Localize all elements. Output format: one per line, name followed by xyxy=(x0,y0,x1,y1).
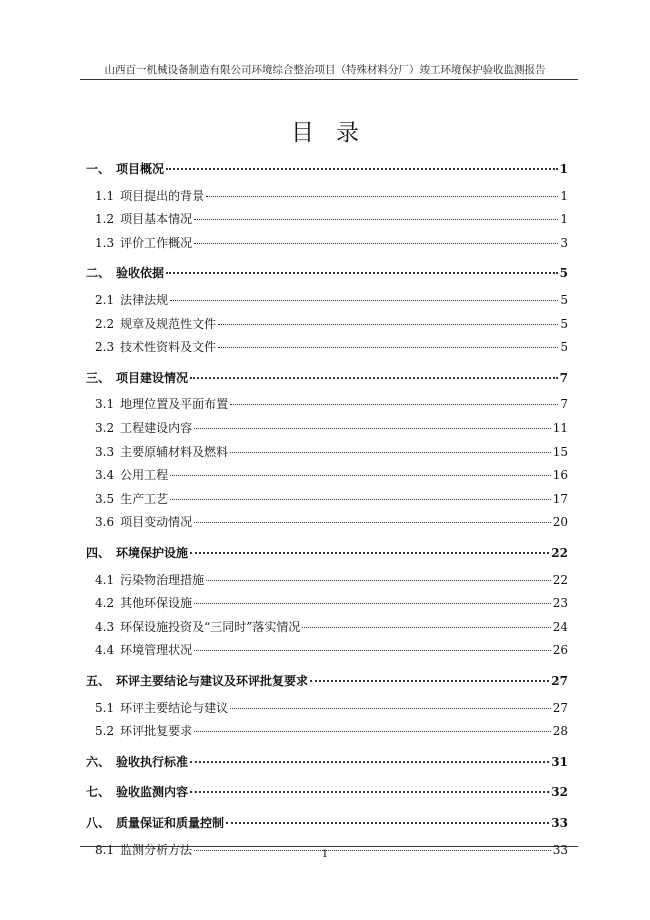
toc-entry-title: 验收监测内容 xyxy=(116,785,189,800)
dot-leader xyxy=(166,272,558,274)
toc-section-entry[interactable] xyxy=(95,573,568,587)
dot-leader xyxy=(302,627,550,628)
toc-chapter-entry[interactable] xyxy=(86,816,568,830)
toc-entry-number: 4.4 xyxy=(95,643,115,658)
toc-entry-number: 3.3 xyxy=(95,444,115,459)
dot-leader xyxy=(226,822,549,824)
toc-entry-title: 生产工艺 xyxy=(120,491,169,506)
toc-heading: 目录 xyxy=(291,120,381,146)
toc-section-entry[interactable] xyxy=(95,620,568,634)
toc-section-entry[interactable] xyxy=(95,515,568,529)
toc-entry-page: 27 xyxy=(551,674,568,688)
toc-entry-page: 24 xyxy=(552,619,568,634)
toc-chapter-entry[interactable] xyxy=(86,785,568,799)
dot-leader xyxy=(310,680,549,682)
toc-entry-page: 15 xyxy=(552,444,568,459)
toc-entry-title: 法律法规 xyxy=(120,293,169,307)
toc-entry-page: 27 xyxy=(552,700,568,715)
toc-entry-page: 1 xyxy=(560,188,568,203)
dot-leader xyxy=(190,791,549,793)
toc-entry-page: 28 xyxy=(552,724,568,739)
running-header: 山西百一机械设备制造有限公司环境综合整治项目（特殊材料分厂）竣工环境保护验收监测报告 xyxy=(104,64,546,76)
toc-entry-number: 3.2 xyxy=(95,421,115,435)
toc-entry-title: 项目基本情况 xyxy=(120,212,193,227)
toc-entry-page: 32 xyxy=(551,785,568,800)
toc-entry-page: 3 xyxy=(560,235,568,250)
toc-entry-page: 5 xyxy=(560,340,568,355)
dot-leader xyxy=(194,428,551,429)
toc-entry-number: 5.1 xyxy=(95,700,115,715)
toc-entry-page: 7 xyxy=(559,370,568,385)
toc-entry-number: 2.1 xyxy=(95,293,115,307)
dot-leader xyxy=(194,243,558,244)
dot-leader xyxy=(230,452,551,453)
toc-entry-page: 5 xyxy=(560,316,568,331)
toc-entry-number: 七、 xyxy=(86,785,111,800)
dot-leader xyxy=(218,324,558,325)
toc-entry-number: 3.1 xyxy=(95,397,115,412)
toc-entry-page: 23 xyxy=(552,596,568,611)
toc-entry-number: 8.1 xyxy=(95,842,115,857)
toc-entry-title: 项目变动情况 xyxy=(120,515,193,530)
toc-entry-number: 1.1 xyxy=(95,188,115,203)
toc-entry-page: 7 xyxy=(560,397,568,412)
toc-entry-page: 17 xyxy=(552,491,568,506)
toc-entry-title: 验收依据 xyxy=(116,266,165,281)
dot-leader xyxy=(206,196,558,197)
page-number: 1 xyxy=(321,848,329,860)
toc-section-entry[interactable] xyxy=(95,492,568,506)
toc-entry-number: 四、 xyxy=(86,546,111,560)
toc-entry-title: 公用工程 xyxy=(120,468,169,483)
toc-chapter-entry[interactable] xyxy=(86,674,568,688)
toc-entry-page: 20 xyxy=(552,515,568,530)
toc-section-entry[interactable] xyxy=(95,293,568,307)
toc-entry-number: 1.2 xyxy=(95,212,115,227)
footer-divider xyxy=(80,846,578,847)
toc-chapter-entry[interactable] xyxy=(86,162,568,176)
toc-entry-page: 11 xyxy=(552,421,568,435)
toc-chapter-entry[interactable] xyxy=(86,266,568,280)
toc-entry-title: 工程建设内容 xyxy=(120,421,193,435)
dot-leader xyxy=(230,404,558,405)
toc-entry-page: 26 xyxy=(552,643,568,658)
toc-section-entry[interactable] xyxy=(95,212,568,226)
toc-section-entry[interactable] xyxy=(95,468,568,482)
toc-entry-title: 项目建设情况 xyxy=(116,370,189,385)
toc-entry-title: 环评主要结论与建议 xyxy=(120,700,229,715)
toc-entry-page: 16 xyxy=(552,468,568,483)
toc-chapter-entry[interactable] xyxy=(86,546,568,560)
toc-entry-number: 3.4 xyxy=(95,468,115,483)
toc-section-entry[interactable] xyxy=(95,724,568,738)
toc-entry-number: 4.2 xyxy=(95,596,115,611)
toc-entry-number: 三、 xyxy=(86,370,111,385)
toc-entry-page: 31 xyxy=(551,754,568,769)
toc-entry-number: 3.5 xyxy=(95,491,115,506)
toc-entry-title: 规章及规范性文件 xyxy=(120,316,217,331)
toc-entry-number: 2.2 xyxy=(95,316,115,331)
toc-entry-title: 环评主要结论与建议及环评批复要求 xyxy=(116,674,309,688)
dot-leader xyxy=(218,347,558,348)
toc-section-entry[interactable] xyxy=(95,643,568,657)
toc-entry-page: 22 xyxy=(551,546,568,560)
toc-entry-number: 五、 xyxy=(86,674,111,688)
toc-entry-page: 5 xyxy=(560,293,568,307)
toc-chapter-entry[interactable] xyxy=(86,755,568,769)
dot-leader xyxy=(194,219,558,220)
toc-entry-page: 22 xyxy=(552,572,568,587)
toc-section-entry[interactable] xyxy=(95,596,568,610)
toc-entry-number: 八、 xyxy=(86,816,111,830)
toc-entry-title: 评价工作概况 xyxy=(120,235,193,250)
dot-leader xyxy=(170,300,558,301)
dot-leader xyxy=(194,603,551,604)
dot-leader xyxy=(190,377,558,379)
header-divider xyxy=(80,79,578,80)
toc-entry-number: 3.6 xyxy=(95,515,115,530)
toc-entry-title: 地理位置及平面布置 xyxy=(120,397,229,412)
toc-entry-page: 1 xyxy=(559,162,568,176)
toc-entry-title: 环评批复要求 xyxy=(120,724,193,739)
toc-entry-title: 环境管理状况 xyxy=(120,643,193,658)
toc-section-entry[interactable] xyxy=(95,317,568,331)
toc-section-entry[interactable] xyxy=(95,701,568,715)
toc-entry-title: 污染物治理措施 xyxy=(120,572,205,587)
dot-leader xyxy=(190,761,549,763)
toc-entry-page: 33 xyxy=(552,842,568,857)
toc-entry-title: 其他环保设施 xyxy=(120,596,193,611)
toc-entry-number: 六、 xyxy=(86,754,111,769)
toc-entry-page: 33 xyxy=(551,816,568,830)
toc-entry-number: 4.3 xyxy=(95,619,115,634)
dot-leader xyxy=(166,168,558,170)
toc-entry-number: 二、 xyxy=(86,266,111,281)
toc-section-entry[interactable] xyxy=(95,340,568,354)
dot-leader xyxy=(194,650,551,651)
dot-leader xyxy=(194,731,551,732)
toc-entry-page: 1 xyxy=(560,212,568,227)
dot-leader xyxy=(190,552,549,554)
toc-entry-title: 项目提出的背景 xyxy=(120,188,205,203)
toc-entry-title: 环保设施投资及“三同时”落实情况 xyxy=(120,619,301,634)
toc-entry-title: 验收执行标准 xyxy=(116,754,189,769)
toc-entry-title: 主要原辅材料及燃料 xyxy=(120,444,229,459)
dot-leader xyxy=(206,580,551,581)
dot-leader xyxy=(194,522,551,523)
dot-leader xyxy=(170,499,551,500)
toc-section-entry[interactable] xyxy=(95,421,568,435)
toc-entry-title: 监测分析方法 xyxy=(120,842,193,857)
toc-entry-title: 环境保护设施 xyxy=(116,546,189,560)
toc-entry-title: 技术性资料及文件 xyxy=(120,340,217,355)
toc-entry-number: 1.3 xyxy=(95,235,115,250)
toc-entry-number: 一、 xyxy=(86,162,111,176)
dot-leader xyxy=(230,708,551,709)
toc-entry-page: 5 xyxy=(559,266,568,281)
toc-chapter-entry[interactable] xyxy=(86,371,568,385)
toc-section-entry[interactable] xyxy=(95,445,568,459)
toc-entry-number: 5.2 xyxy=(95,724,115,739)
toc-entry-title: 质量保证和质量控制 xyxy=(116,816,225,830)
toc-section-entry[interactable] xyxy=(95,236,568,250)
toc-section-entry[interactable] xyxy=(95,189,568,203)
dot-leader xyxy=(170,475,551,476)
toc-entry-number: 4.1 xyxy=(95,572,115,587)
toc-entry-number: 2.3 xyxy=(95,340,115,355)
toc-entry-title: 项目概况 xyxy=(116,162,165,176)
toc-section-entry[interactable] xyxy=(95,397,568,411)
